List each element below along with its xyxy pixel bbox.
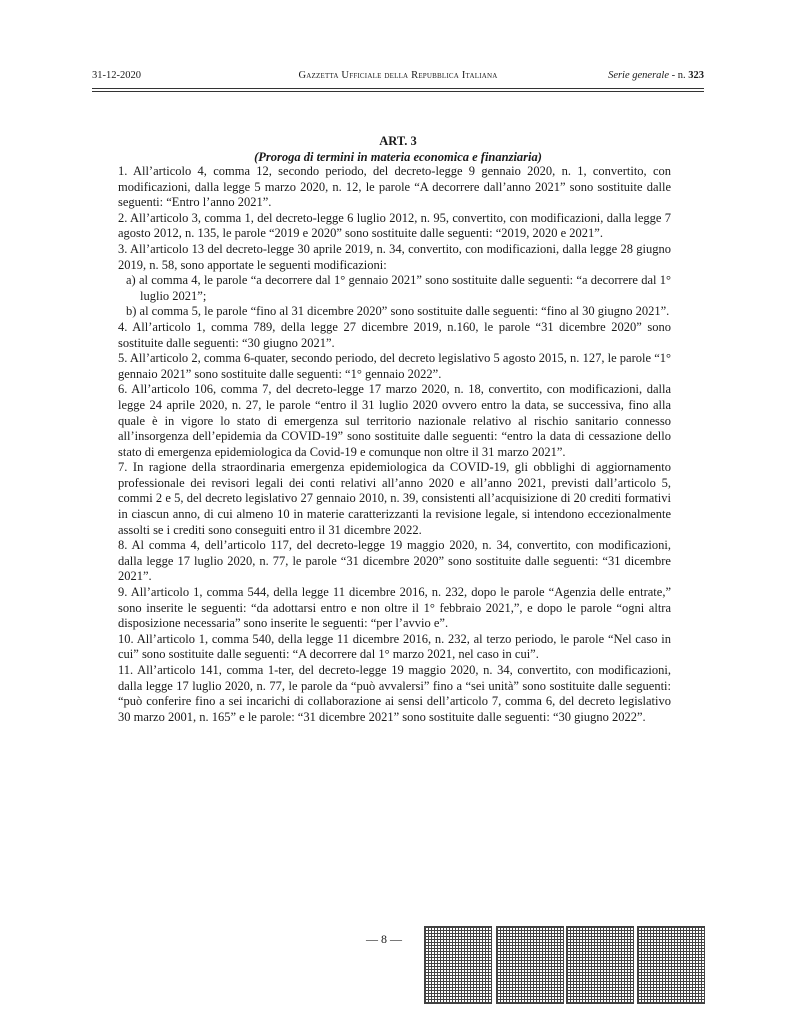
page-header	[92, 70, 704, 86]
header-series	[608, 70, 704, 81]
paragraph-3a: a) al comma 4, le parole “a decorrere dal 1° gennaio 2021” sono sostituite dalle seguenti: “a decorrere dal 1° luglio 2021”;	[126, 273, 671, 303]
header-rule-bottom	[92, 91, 704, 92]
article-number: ART. 3	[379, 134, 417, 148]
paragraph-3: 3. All’articolo 13 del decreto-legge 30 aprile 2019, n. 34, convertito, con modificazioni, dalla legge 28 giugno 2019, n. 58, sono apportate le seguenti modificazioni:	[118, 241, 671, 272]
datamatrix-code-2	[496, 926, 564, 1004]
article-body	[118, 164, 671, 725]
paragraph-8: 8. Al comma 4, dell’articolo 117, del decreto-legge 19 maggio 2020, n. 34, convertito, con modificazioni, dalla legge 17 luglio 2020, n. 77, le parole “31 dicembre 2020” sono sostituite dalle seguenti: “31 dicembre 2021”.	[118, 538, 671, 584]
header-series-label: Serie generale	[608, 70, 669, 81]
datamatrix-code-1	[424, 926, 492, 1004]
header-title: Gazzetta Ufficiale della Repubblica Italiana	[298, 70, 498, 81]
paragraph-5: 5. All’articolo 2, comma 6-quater, secondo periodo, del decreto legislativo 5 agosto 2015, n. 127, le parole “1° gennaio 2021” sono sostituite dalle seguenti: “1° gennaio 2022”.	[118, 351, 671, 381]
header-series-number: 323	[688, 70, 704, 81]
paragraph-4: 4. All’articolo 1, comma 789, della legge 27 dicembre 2019, n.160, le parole “31 dicembre 2020” sono sostituite dalle seguenti: “30 giugno 2021”.	[118, 319, 671, 350]
page-number: — 8 —	[366, 932, 402, 946]
paragraph-1: 1. All’articolo 4, comma 12, secondo periodo, del decreto-legge 9 gennaio 2020, n. 1, convertito, con modificazioni, dalla legge 5 marzo 2020, n. 12, le parole “A decorrere dall’anno 2021” sono sostituite dalle seguenti: “Entro l’anno 2021”.	[118, 164, 671, 210]
paragraph-6: 6. All’articolo 106, comma 7, del decreto-legge 17 marzo 2020, n. 18, convertito, con modificazioni, dalla legge 24 aprile 2020, n. 27, le parole “entro il 31 luglio 2020 ovvero entro la data, se successiva, fino alla quale è in vigore lo stato di emergenza sul territorio nazionale relativo al rischio sanitario connesso all’insorgenza dell’epidemia da COVID-19” sono sostituite dalle seguenti: “entro la data di cessazione dello stato di emergenza epidemiologica da Covid-19 e comunque non oltre il 31 marzo 2021”.	[118, 382, 671, 459]
paragraph-10: 10. All’articolo 1, comma 540, della legge 11 dicembre 2016, n. 232, al terzo periodo, le parole “Nel caso in cui” sono sostituite dalle seguenti: “A decorrere dal 1° marzo 2021, nel caso in cui”.	[118, 631, 671, 662]
header-date: 31-12-2020	[92, 70, 141, 81]
datamatrix-code-3	[566, 926, 634, 1004]
article-heading: (Proroga di termini in materia economica e finanziaria)	[254, 150, 542, 164]
paragraph-2: 2. All’articolo 3, comma 1, del decreto-legge 6 luglio 2012, n. 95, convertito, con modificazioni, dalla legge 7 agosto 2012, n. 135, le parole “2019 e 2020” sono sostituite dalle seguenti: “2019, 2020 e 2021”.	[118, 210, 671, 241]
datamatrix-code-4	[637, 926, 705, 1004]
paragraph-9: 9. All’articolo 1, comma 544, della legge 11 dicembre 2016, n. 232, dopo le parole “Agenzia delle entrate,” sono inserite le seguenti: “da adottarsi entro e non oltre il 1° febbraio 2021,”, e dopo le parole “ogni altra disposizione necessaria” sono inserite le seguenti: “per l’avvio e”.	[118, 585, 671, 631]
paragraph-3b: b) al comma 5, le parole “fino al 31 dicembre 2020” sono sostituite dalle seguenti: “fino al 30 giugno 2021”.	[126, 304, 670, 319]
paragraph-7: 7. In ragione della straordinaria emergenza epidemiologica da COVID-19, gli obblighi di aggiornamento professionale dei revisori legali dei conti relativi all’anno 2020 e all’anno 2021, previsti dall’articolo 5, commi 2 e 5, del decreto legislativo 27 gennaio 2010, n. 39, consistenti all’acquisizione di 20 crediti formativi in ciascun anno, di cui almeno 10 in materie caratterizzanti la revisione legale, si intendono eccezionalmente assolti se i crediti sono conseguiti entro il 31 dicembre 2022.	[118, 460, 671, 537]
header-rule-top	[92, 88, 704, 89]
header-series-sep: - n.	[669, 70, 689, 81]
paragraph-11: 11. All’articolo 141, comma 1-ter, del decreto-legge 19 maggio 2020, n. 34, convertito, con modificazioni, dalla legge 17 luglio 2020, n. 77, le parole da “può avvalersi” fino a “sei unità” sono sostituite dalle seguenti: “può conferire fino a sei incarichi di collaborazione ai sensi dell’articolo 7, comma 6, del decreto legislativo 30 marzo 2001, n. 165” e le parole: “31 dicembre 2021” sono sostituite dalle seguenti: “30 giugno 2022”.	[118, 663, 671, 724]
